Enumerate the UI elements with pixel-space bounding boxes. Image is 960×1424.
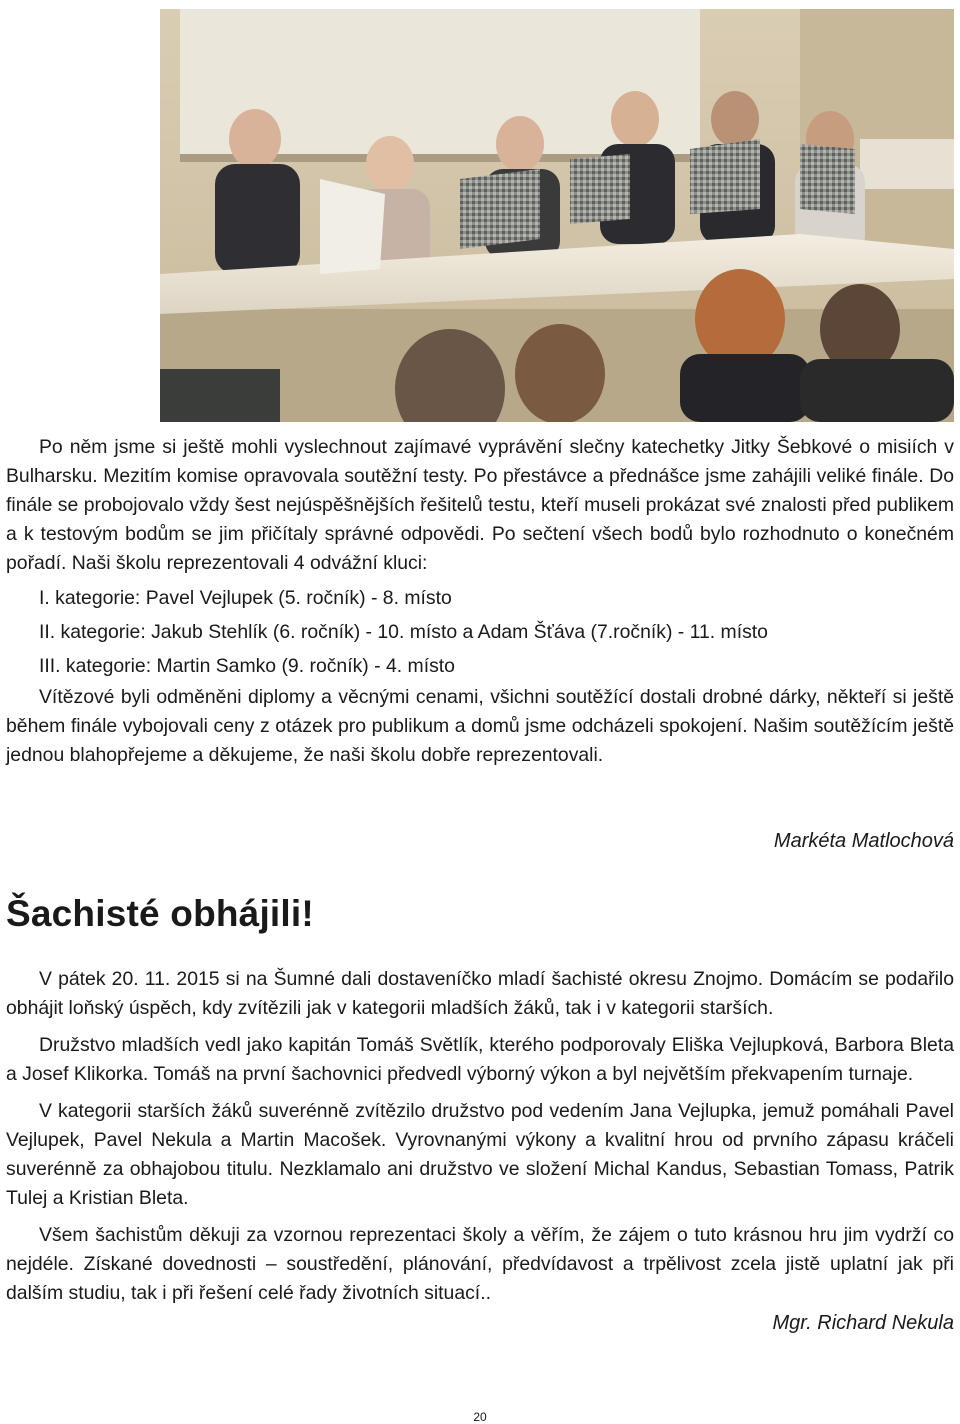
category-3-result: III. kategorie: Martin Samko (9. ročník) - 4. místo (39, 655, 455, 677)
category-2-result: II. kategorie: Jakub Stehlík (6. ročník) - 10. místo a Adam Šťáva (7.ročník) - 11. místo (39, 621, 768, 643)
article-2-signature: Mgr. Richard Nekula (772, 1312, 954, 1334)
article-1-paragraph: Po něm jsme si ještě mohli vyslechnout zajímavé vyprávění slečny katechetky Jitky Šebkové o misiích v Bulharsku. Mezitím komise opravovala soutěžní testy. Po přestávce a přednášce jsme zahájili veliké finále. Do finále se probojovalo vždy šest nejúspěšnějších řešitelů testu, kteří museli prokázat své znalosti před publikem a k testovým bodům se jim přičítaly správné odpovědi. Po sečtení všech bodů bylo rozhodnuto o konečném pořadí. Naši školu reprezentovali 4 odvážní kluci: (6, 436, 954, 574)
article-2-paragraph-2: Družstvo mladších vedl jako kapitán Tomáš Světlík, kterého podporovaly Eliška Vejlupková, Barbora Bleta a Josef Klikorka. Tomáš na první šachovnici předvedl výborný výkon a byl největším překvapením turnaje. (6, 1034, 954, 1085)
article-2-paragraph-3: V kategorii starších žáků suverénně zvítězilo družstvo pod vedením Jana Vejlupka, jemuž pomáhali Pavel Vejlupek, Pavel Nekula a Martin Macošek. Vyrovnanými výkony a kvalitní hrou od prvního zápasu kráčeli suverénně za obhajobou titulu. Nezklamalo ani družstvo ve složení Michal Kandus, Sebastian Tomass, Patrik Tulej a Kristian Bleta. (6, 1100, 954, 1209)
article-1-closing: Vítězové byli odměněni diplomy a věcnými cenami, všichni soutěžící dostali drobné dárky, někteří si ještě během finále vybojovali ceny z otázek pro publikum a domů jsme odcházeli spokojení. Našim soutěžícím ještě jednou blahopřejeme a děkujeme, že naši školu dobře reprezentovali. (6, 686, 954, 766)
article-1-signature: Markéta Matlochová (773, 830, 954, 852)
article-2 (6, 965, 954, 1338)
article-2-paragraph-4: Všem šachistům děkuji za vzornou reprezentaci školy a věřím, že zájem o tuto krásnou hru jim vydrží co nejdéle. Získané dovednosti – soustředění, plánování, předvídavost a trpělivost zcela jistě uplatní jak při dalším studiu, tak i při řešení celé řady životních situací.. (6, 1224, 954, 1304)
page-number: 20 (473, 1410, 487, 1424)
classroom-photo (160, 9, 954, 422)
category-1-result: I. kategorie: Pavel Vejlupek (5. ročník) - 8. místo (39, 587, 452, 609)
article-1 (6, 433, 954, 770)
article-2-heading: Šachisté obhájili! (6, 893, 314, 934)
article-2-paragraph-1: V pátek 20. 11. 2015 si na Šumné dali dostaveníčko mladí šachisté okresu Znojmo. Domácím se podařilo obhájit loňský úspěch, kdy zvítězili jak v kategorii mladších žáků, tak i v kategorii starších. (6, 968, 954, 1019)
